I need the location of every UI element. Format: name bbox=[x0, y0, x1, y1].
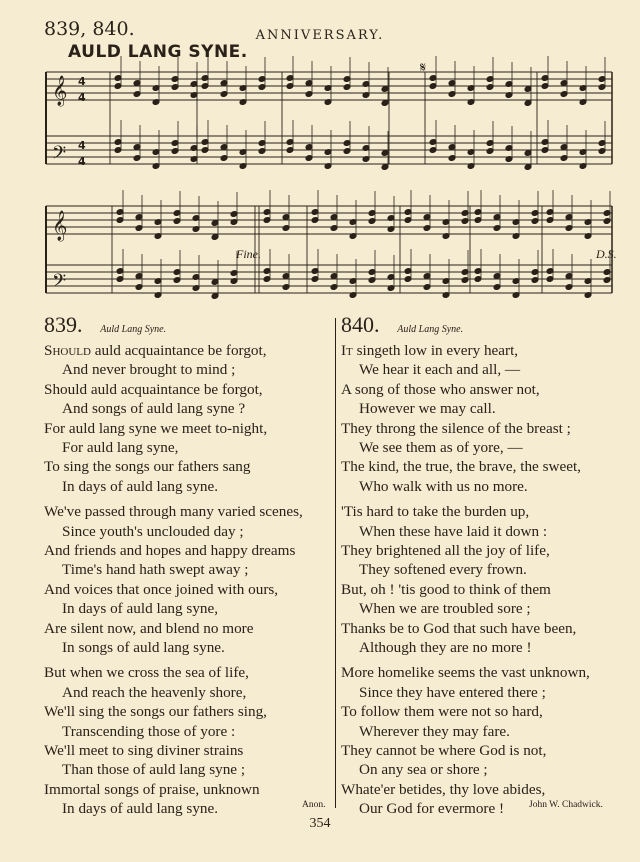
page-number: 354 bbox=[309, 816, 331, 831]
verse-line: Who walk with us no more. bbox=[359, 477, 528, 495]
verse-line: They throng the silence of the breast ; bbox=[341, 419, 571, 437]
hymn-839-number: 839. bbox=[44, 312, 83, 337]
verse-line: They brightened all the joy of life, bbox=[341, 542, 550, 559]
verse-line bbox=[44, 342, 267, 360]
verse-line: We'll sing the songs our fathers sing, bbox=[44, 703, 267, 721]
verse-line: A song of those who answer not, bbox=[341, 380, 540, 398]
verse-line: And voices that once joined with ours, bbox=[44, 580, 279, 598]
verse-line: 'Tis hard to take the burden up, bbox=[341, 503, 530, 521]
verse-line bbox=[341, 342, 518, 360]
hymn-840-tune: Auld Lang Syne. bbox=[397, 324, 464, 335]
verse-line: But when we cross the sea of life, bbox=[44, 664, 249, 682]
verse-line: For auld lang syne, bbox=[62, 439, 179, 456]
first-word: Should bbox=[44, 342, 91, 359]
hymn-839 bbox=[44, 312, 334, 818]
verse-line: Wherever they may fare. bbox=[359, 722, 510, 740]
verse-line: We see them as of yore, — bbox=[359, 439, 523, 456]
verse-line: The kind, the true, the brave, the sweet, bbox=[341, 458, 581, 476]
verse-line: But, oh ! 'tis good to think of them bbox=[341, 580, 551, 598]
verse-line: We'll meet to sing diviner strains bbox=[44, 742, 244, 759]
verse-line: Than those of auld lang syne ; bbox=[62, 761, 246, 779]
verse-line: In days of auld lang syne. bbox=[62, 800, 219, 818]
verse-line: And reach the heavenly shore, bbox=[62, 683, 247, 701]
verse-line: Since they have entered there ; bbox=[359, 683, 546, 701]
verse-line: We hear it each and all, — bbox=[359, 361, 521, 379]
hymn-839-tune: Auld Lang Syne. bbox=[100, 324, 167, 335]
time-signature: 4 bbox=[78, 75, 86, 88]
verse-line: Time's hand hath swept away ; bbox=[62, 561, 249, 579]
music-score bbox=[0, 0, 640, 310]
verse-line: In days of auld lang syne, bbox=[62, 600, 219, 618]
verse-line: Thanks be to God that such have been, bbox=[341, 619, 577, 637]
segno-icon: 𝄋 bbox=[420, 60, 427, 76]
hymn-840-number: 840. bbox=[341, 312, 380, 337]
verse-line: Should auld acquaintance be forgot, bbox=[44, 380, 263, 398]
time-signature: 4 bbox=[78, 139, 86, 152]
column-divider bbox=[335, 318, 336, 808]
verse-line: Are silent now, and blend no more bbox=[44, 619, 254, 637]
verse-line: Immortal songs of praise, unknown bbox=[44, 780, 260, 798]
verse-line: To follow them were not so hard, bbox=[341, 703, 543, 721]
verse-line: Whate'er betides, thy love abides, bbox=[341, 780, 546, 798]
verse-line: And never brought to mind ; bbox=[62, 361, 236, 379]
verse-line: When these have laid it down : bbox=[359, 522, 548, 540]
verse-line: Since youth's unclouded day ; bbox=[62, 522, 244, 540]
time-signature: 4 bbox=[78, 91, 86, 104]
ds-mark: D.S. bbox=[596, 247, 617, 261]
treble-clef-icon: 𝄞 bbox=[52, 211, 68, 241]
verse-line: And songs of auld lang syne ? bbox=[62, 400, 246, 418]
bass-clef-icon: 𝄢 bbox=[52, 271, 67, 296]
first-word: It bbox=[341, 342, 353, 359]
fine-mark: Fine. bbox=[236, 247, 261, 261]
first-line-rest: auld acquaintance be forgot, bbox=[90, 342, 267, 359]
notes bbox=[114, 56, 611, 299]
verse-line: They cannot be where God is not, bbox=[341, 742, 547, 759]
bass-clef-icon: 𝄢 bbox=[52, 143, 67, 168]
hymn-839-author: Anon. bbox=[302, 800, 326, 810]
hymn-840 bbox=[341, 312, 631, 818]
verse-line: They softened every frown. bbox=[359, 561, 527, 579]
verse-line: In days of auld lang syne. bbox=[62, 477, 219, 495]
verse-line: In songs of auld lang syne. bbox=[62, 639, 225, 656]
category-heading: ANNIVERSARY. bbox=[255, 28, 385, 43]
verse-line: Transcending those of yore : bbox=[62, 722, 236, 740]
verse-line: More homelike seems the vast unknown, bbox=[341, 664, 590, 682]
hymn-numbers-header: 839, 840. bbox=[44, 18, 135, 40]
verse-line: Although they are no more ! bbox=[359, 639, 532, 656]
verse-line: We've passed through many varied scenes, bbox=[44, 503, 303, 521]
hymn-840-author: John W. Chadwick. bbox=[529, 800, 603, 810]
verse-line: And friends and hopes and happy dreams bbox=[44, 542, 296, 559]
verse-line: When we are troubled sore ; bbox=[359, 600, 531, 618]
verse-line: To sing the songs our fathers sang bbox=[44, 458, 251, 476]
verse-line: However we may call. bbox=[359, 400, 496, 418]
verse-line: Our God for evermore ! bbox=[359, 800, 505, 818]
tune-title: AULD LANG SYNE. bbox=[68, 42, 248, 62]
verse-line: On any sea or shore ; bbox=[359, 761, 488, 779]
treble-clef-icon: 𝄞 bbox=[52, 76, 68, 106]
time-signature: 4 bbox=[78, 155, 86, 168]
verse-line: For auld lang syne we meet to-night, bbox=[44, 419, 268, 437]
first-line-rest: singeth low in every heart, bbox=[352, 342, 519, 359]
